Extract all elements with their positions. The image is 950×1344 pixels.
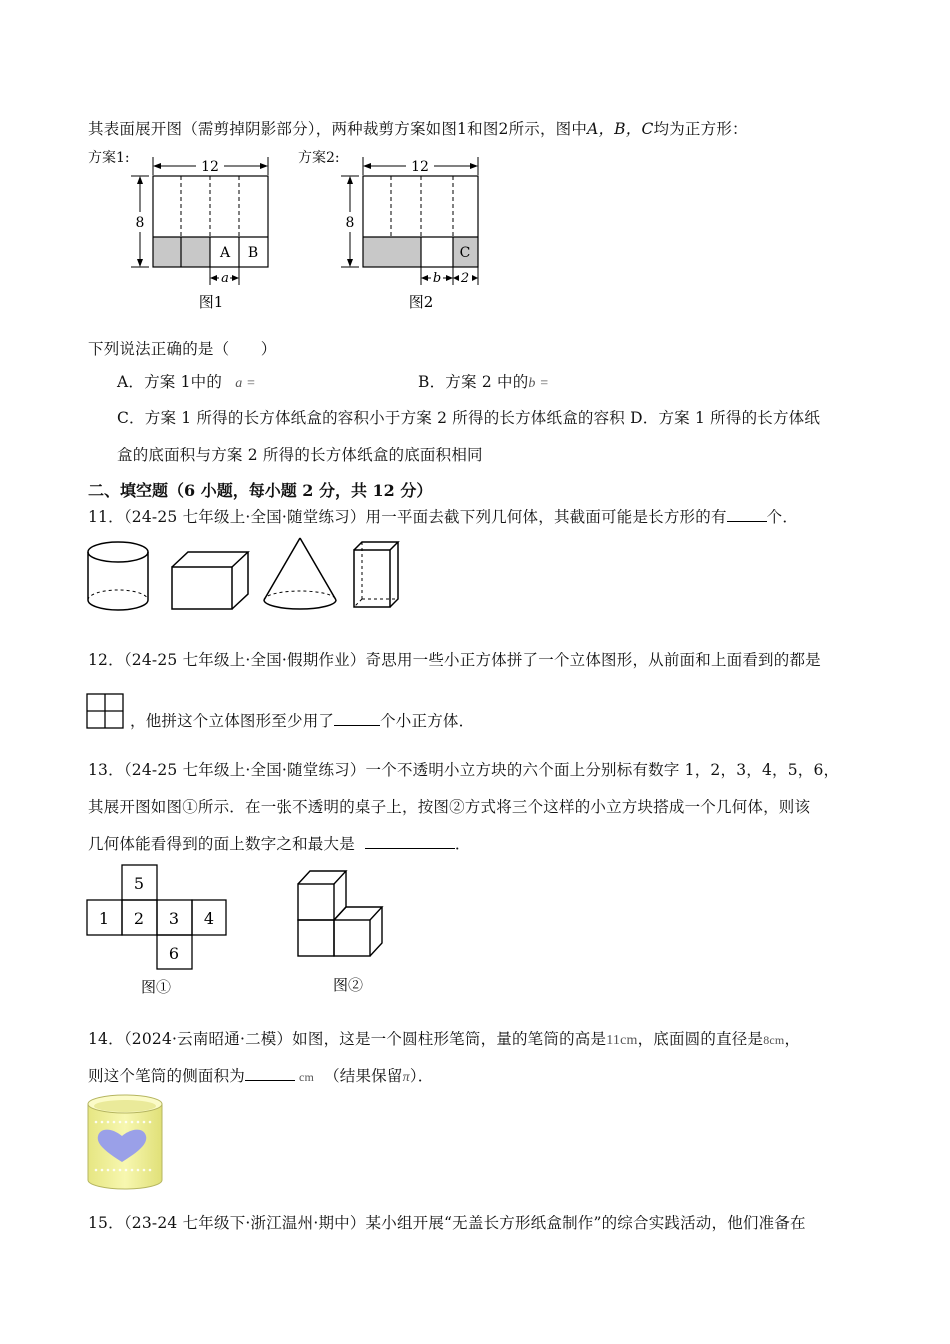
q12-end: 个小正方体． bbox=[380, 712, 475, 730]
q14-diameter: 8cm bbox=[763, 1033, 785, 1047]
option-b-text: B．方案 2 中的 bbox=[418, 373, 529, 391]
q10-option-b[interactable] bbox=[418, 370, 549, 392]
q10-option-c[interactable]: C．方案 1 所得的长方体纸盒的容积小于方案 2 所得的长方体纸盒的容积 D．方案 1 所得的长方体纸 bbox=[117, 409, 821, 427]
q13-line3 bbox=[88, 832, 471, 854]
q15-num: 15． bbox=[88, 1214, 124, 1232]
intro-line bbox=[88, 117, 748, 139]
q12-blank[interactable] bbox=[334, 713, 380, 726]
q10-option-d-cont: 盒的底面积与方案 2 所得的长方体纸盒的底面积相同 bbox=[117, 446, 483, 464]
q12-line1 bbox=[88, 648, 821, 670]
q10-stem: 下列说法正确的是（ ） bbox=[88, 340, 277, 358]
cylinder-shape bbox=[88, 542, 148, 610]
cone-shape bbox=[264, 538, 336, 609]
option-a-math: a = bbox=[235, 376, 256, 391]
q14-line2 bbox=[88, 1064, 433, 1086]
q11-text bbox=[88, 505, 798, 527]
q14-mid: ，底面圆的直径是 bbox=[637, 1030, 764, 1048]
net-face-3: 3 bbox=[168, 909, 180, 928]
plan1-width: 12 bbox=[201, 159, 219, 175]
q11-solids bbox=[80, 532, 410, 617]
q14-body2: 则这个笔筒的侧面积为 bbox=[88, 1067, 246, 1085]
q14-body1: （2024·云南昭通·二模）如图，这是一个圆柱形笔筒，量的笔筒的高是 bbox=[123, 1030, 607, 1048]
q12-body2: ，他拼这个立体图形至少用了 bbox=[130, 712, 335, 730]
q13-cube-net bbox=[86, 864, 236, 999]
plan2-height: 8 bbox=[345, 215, 355, 231]
q14-blank[interactable] bbox=[245, 1068, 295, 1081]
q14-num: 14． bbox=[88, 1030, 124, 1048]
q14-unit: cm bbox=[299, 1070, 315, 1084]
q13-line1 bbox=[88, 758, 839, 780]
plan2-width: 12 bbox=[411, 159, 429, 175]
net-face-1: 1 bbox=[98, 909, 110, 928]
q13-end: ． bbox=[454, 835, 471, 853]
plan2-figure bbox=[338, 155, 488, 315]
q12-line2 bbox=[130, 709, 474, 731]
fig1-caption: 图1 bbox=[198, 293, 224, 311]
q15-body: （23-24 七年级下·浙江温州·期中）某小组开展“无盖长方形纸盒制作”的综合实践活动，他们准备在 bbox=[123, 1214, 806, 1232]
q13-line2: 其展开图如图①所示．在一张不透明的桌子上，按图②方式将三个这样的小立方块搭成一个几何体，则该 bbox=[88, 798, 811, 816]
q10-option-a[interactable] bbox=[117, 370, 256, 392]
q13-blank[interactable] bbox=[365, 836, 455, 849]
q15-line1 bbox=[88, 1211, 806, 1233]
section-header: 二、填空题（6 小题，每小题 2 分，共 12 分） bbox=[88, 481, 433, 500]
square-a: A bbox=[219, 245, 231, 261]
q13-fig2-caption: 图② bbox=[332, 976, 364, 994]
option-b-math: b = bbox=[528, 376, 549, 391]
q14-pi: π bbox=[402, 1070, 410, 1085]
q14-paren: （结果保留 bbox=[324, 1067, 403, 1085]
fig2-caption: 图2 bbox=[408, 293, 434, 311]
q11-blank[interactable] bbox=[727, 509, 767, 522]
q12-view-grid bbox=[86, 693, 126, 731]
q13-fig1-caption: 图① bbox=[140, 978, 172, 996]
q14-height: 11cm bbox=[606, 1033, 638, 1048]
q11-end: 个． bbox=[766, 508, 799, 526]
q13-body3: 几何体能看得到的面上数字之和最大是 bbox=[88, 835, 355, 853]
q13-num: 13． bbox=[88, 761, 124, 779]
q14-close: ）． bbox=[409, 1067, 434, 1085]
net-face-5: 5 bbox=[133, 874, 145, 893]
pen-holder-image bbox=[84, 1092, 166, 1192]
dim-2: 2 bbox=[460, 271, 470, 286]
square-c: C bbox=[459, 245, 471, 261]
net-face-4: 4 bbox=[203, 909, 215, 928]
net-face-2: 2 bbox=[133, 909, 145, 928]
q12-num: 12． bbox=[88, 651, 124, 669]
plan1-figure bbox=[128, 155, 278, 315]
q12-body: （24-25 七年级上·全国·假期作业）奇思用一些小正方体拼了一个立体图形，从前面和上面看到的都是 bbox=[123, 651, 821, 669]
square-b: B bbox=[247, 245, 259, 261]
q14-line1 bbox=[88, 1027, 800, 1049]
q11-body: （24-25 七年级上·全国·随堂练习）用一平面去截下列几何体，其截面可能是长方形的有 bbox=[123, 508, 727, 526]
plan1-label: 方案1: bbox=[88, 150, 130, 166]
intro-end: 均为正方形： bbox=[653, 120, 748, 138]
q13-stacked-cubes bbox=[290, 866, 400, 998]
q11-num: 11． bbox=[88, 508, 124, 526]
dim-a: a bbox=[221, 271, 229, 286]
net-face-6: 6 bbox=[168, 944, 180, 963]
dim-b: b bbox=[432, 271, 442, 286]
plan2-label: 方案2: bbox=[298, 150, 340, 166]
q13-body1: （24-25 七年级上·全国·随堂练习）一个不透明小立方块的六个面上分别标有数字 1，2，3，4，5，6， bbox=[123, 761, 840, 779]
cuboid-shape bbox=[172, 552, 248, 609]
prism-shape bbox=[354, 542, 398, 607]
option-a-text: A．方案 1中的 bbox=[117, 373, 223, 391]
intro-text: 其表面展开图（需剪掉阴影部分），两种裁剪方案如图1和图2所示，图中 bbox=[88, 120, 588, 138]
intro-vars: A，B，C bbox=[587, 120, 654, 138]
q14-comma: ， bbox=[784, 1030, 801, 1048]
plan1-height: 8 bbox=[135, 215, 145, 231]
